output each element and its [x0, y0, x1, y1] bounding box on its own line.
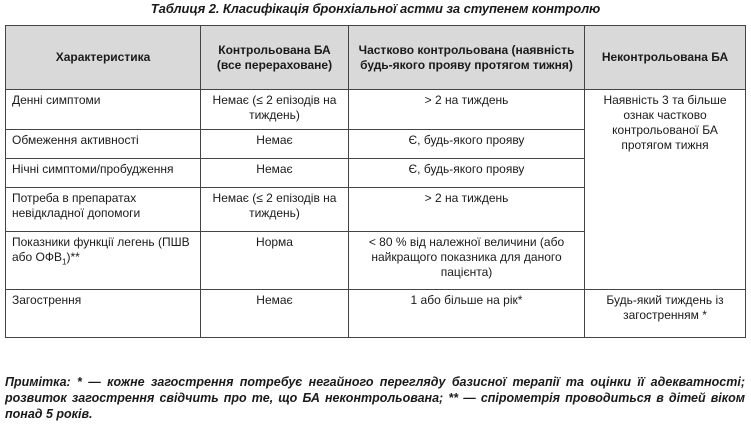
row-label: Потреба в препаратах невідкладної допомоги — [6, 188, 201, 232]
cell-controlled: Немає — [201, 130, 349, 159]
cell-controlled: Немає (≤ 2 епізодів на тиждень) — [201, 188, 349, 232]
row-label-tail: )** — [66, 250, 80, 264]
header-uncontrolled: Неконтрольована БА — [585, 26, 746, 90]
header-controlled: Контрольована БА (все перераховане) — [201, 26, 349, 90]
cell-partial: > 2 на тиждень — [349, 188, 585, 232]
header-characteristic: Характеристика — [6, 26, 201, 90]
row-label — [6, 232, 201, 290]
cell-controlled: Норма — [201, 232, 349, 290]
table-footnote: Примітка: * — кожне загострення потребує негайного перегляду базисної терапії та оцінки її адекватності; розвиток загострення свідчить про те, що БА неконтрольована; ** — спірометрія проводиться в дітей віком понад 5 років. — [5, 375, 745, 421]
cell-partial: < 80 % від належної величини (або найкращого показника для даного пацієнта) — [349, 232, 585, 290]
cell-uncontrolled: Будь-який тиждень із загостренням * — [585, 290, 746, 338]
cell-partial: Є, будь-якого прояву — [349, 159, 585, 188]
cell-controlled: Немає (≤ 2 епізодів на тиждень) — [201, 90, 349, 130]
cell-controlled: Немає — [201, 290, 349, 338]
row-label: Загострення — [6, 290, 201, 338]
asthma-control-table — [5, 25, 746, 338]
row-label-main: Показники функції легень (ПШВ або ОФВ — [12, 235, 190, 264]
table-row — [6, 290, 746, 338]
cell-uncontrolled-merged: Наявність 3 та більше ознак частково контрольованої БА протягом тижня — [585, 90, 746, 290]
row-label: Денні симптоми — [6, 90, 201, 130]
table-caption: Таблиця 2. Класифікація бронхіальної астми за ступенем контролю — [150, 1, 601, 16]
cell-partial: 1 або більше на рік* — [349, 290, 585, 338]
cell-partial: Є, будь-якого прояву — [349, 130, 585, 159]
row-label: Обмеження активності — [6, 130, 201, 159]
table-header-row — [6, 26, 746, 90]
cell-controlled: Немає — [201, 159, 349, 188]
cell-partial: > 2 на тиждень — [349, 90, 585, 130]
row-label: Нічні симптоми/пробудження — [6, 159, 201, 188]
header-partially-controlled: Частково контрольована (наявність будь-якого прояву протягом тижня) — [349, 26, 585, 90]
table-row — [6, 90, 746, 130]
row-label-subscript: 1 — [62, 257, 67, 267]
